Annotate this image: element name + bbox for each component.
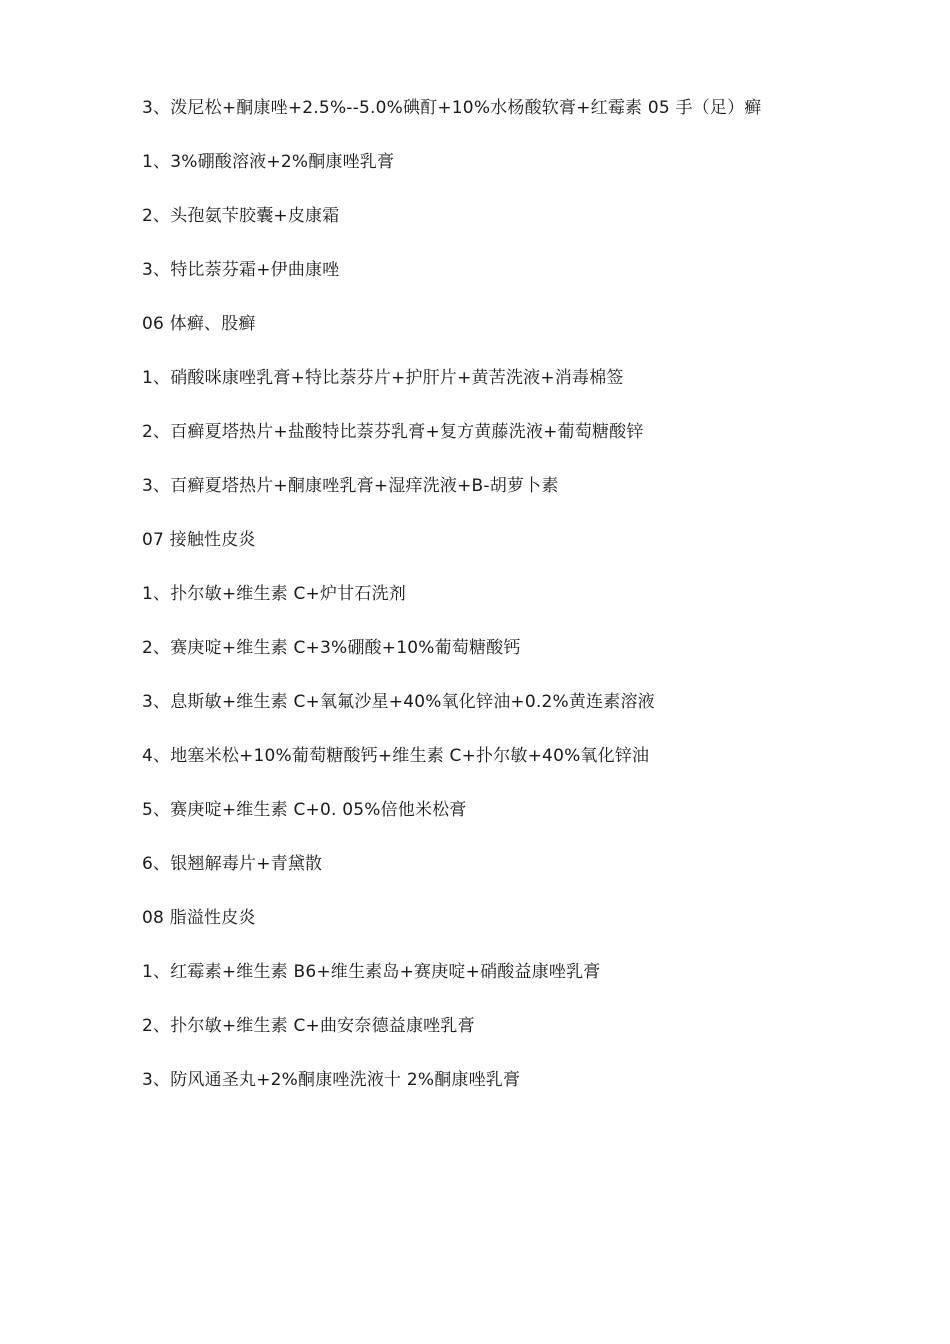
list-item: 3、息斯敏+维生素 C+氧氟沙星+40%氧化锌油+0.2%黄连素溶液 bbox=[142, 692, 655, 712]
list-item: 1、3%硼酸溶液+2%酮康唑乳膏 bbox=[142, 152, 395, 172]
list-item: 3、泼尼松+酮康唑+2.5%--5.0%碘酊+10%水杨酸软膏+红霉素 05 手（足）癣 bbox=[142, 98, 762, 118]
list-item: 3、防风通圣丸+2%酮康唑洗液十 2%酮康唑乳膏 bbox=[142, 1070, 521, 1090]
list-item: 2、扑尔敏+维生素 C+曲安奈德益康唑乳膏 bbox=[142, 1016, 475, 1036]
section-heading: 07 接触性皮炎 bbox=[142, 530, 256, 550]
list-item: 2、头孢氨苄胶囊+皮康霜 bbox=[142, 206, 340, 226]
list-item: 2、赛庚啶+维生素 C+3%硼酸+10%葡萄糖酸钙 bbox=[142, 638, 521, 658]
list-item: 4、地塞米松+10%葡萄糖酸钙+维生素 C+扑尔敏+40%氧化锌油 bbox=[142, 746, 650, 766]
list-item: 1、硝酸咪康唑乳膏+特比萘芬片+护肝片+黄苦洗液+消毒棉签 bbox=[142, 368, 624, 388]
list-item: 3、百癣夏塔热片+酮康唑乳膏+湿痒洗液+B-胡萝卜素 bbox=[142, 476, 559, 496]
document-body bbox=[142, 94, 842, 1120]
list-item: 3、特比萘芬霜+伊曲康唑 bbox=[142, 260, 340, 280]
list-item: 1、扑尔敏+维生素 C+炉甘石洗剂 bbox=[142, 584, 406, 604]
list-item: 1、红霉素+维生素 B6+维生素岛+赛庚啶+硝酸益康唑乳膏 bbox=[142, 962, 601, 982]
list-item: 5、赛庚啶+维生素 C+0. 05%倍他米松膏 bbox=[142, 800, 467, 820]
list-item: 2、百癣夏塔热片+盐酸特比萘芬乳膏+复方黄藤洗液+葡萄糖酸锌 bbox=[142, 422, 644, 442]
list-item: 6、银翘解毒片+青黛散 bbox=[142, 854, 323, 874]
section-heading: 08 脂溢性皮炎 bbox=[142, 908, 256, 928]
section-heading: 06 体癣、股癣 bbox=[142, 314, 256, 334]
